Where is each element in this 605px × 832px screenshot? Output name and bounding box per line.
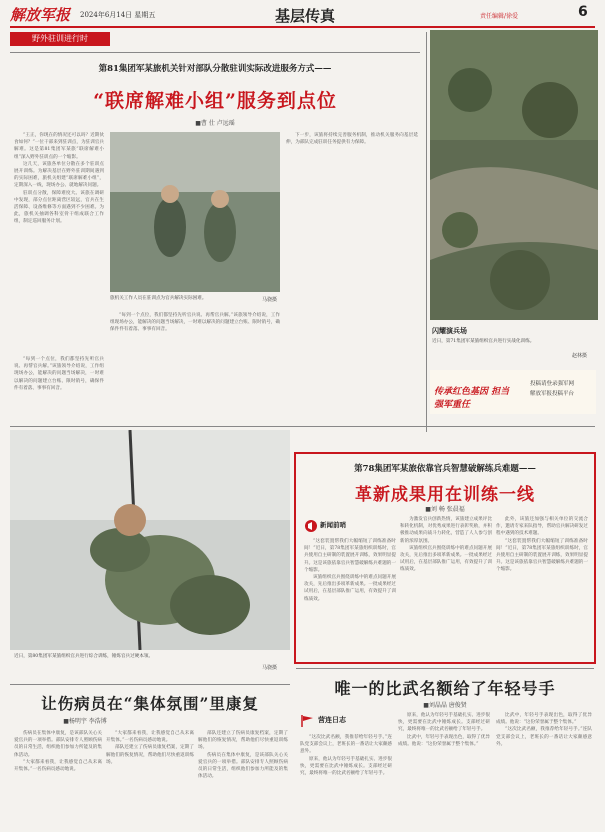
banner — [430, 370, 596, 414]
article4-body-col3 — [198, 730, 288, 826]
paper-name: 解放军报 — [10, 6, 71, 24]
paragraph: “每到一个点位，我们都坚持先听官兵说、再帮官兵解。”该旅领导介绍说，工作组现场办公，能解决的问题当场解决，一时难以解决的问题建立台账、限时销号，确保件件有着落、事事有回音。 — [14, 357, 104, 391]
news-sentinel-badge — [304, 516, 348, 536]
article3-body-col3 — [496, 712, 592, 826]
article2-kicker: 第78集团军某旅依靠官兵智慧破解练兵难题—— — [354, 464, 536, 474]
article4-headline: 让伤病员在“集体氛围”里康复 — [41, 694, 259, 713]
right-photo-label: 闪耀演兵场 — [432, 327, 467, 335]
article1-body-col2 — [110, 312, 280, 412]
article3-body-col1 — [300, 734, 392, 826]
article1-photo-credit: 马骁摄 — [262, 297, 278, 303]
paragraph: 部队还建立了伤病员康复档案，定期了解他们的恢复情况，帮助他们尽快重返训练场。 — [106, 745, 194, 765]
article2-headline: 革新成果用在训练一线 — [355, 485, 535, 505]
masthead — [10, 4, 595, 28]
paragraph: 伤病员在集体中康复，是该部队关心关爱官兵的一项举措。部队安排专人照顾伤病员的日常生活，组织他们参加力所能及的集体活动。 — [14, 731, 102, 758]
banner-line-2: 解放军报投稿平台 — [530, 391, 575, 397]
right-photo-caption: 近日，第71集团军某旅组织官兵进行实战化训练。 — [432, 339, 535, 344]
divider — [296, 668, 594, 669]
aerial-forest-image — [430, 30, 598, 320]
article2-byline: ■刘 畅 张晨福 — [425, 506, 465, 513]
article1-photo-caption: 旅机关工作人员在驻训点为官兵解决实际困难。 — [110, 296, 207, 301]
divider — [10, 684, 290, 685]
news-sentinel-label: 新闻前哨 — [320, 521, 346, 529]
paragraph: 此外，该旅还加强与相关单位的交流合作，邀请专家来队指导，帮助官兵解决研发过程中遇到的技术难题。 — [496, 517, 588, 537]
article4-body-col2 — [106, 730, 194, 826]
paragraph: 驻训点分散，保障难度大。该旅在调研中发现，部分点位距离营区较远，官兵在生活保障、设备维修等方面遇到不少困难。为此，旅机关抽调各科室骨干组成联合工作组，制定巡回服务计划。 — [14, 190, 104, 225]
megaphone-icon — [304, 519, 318, 533]
article1-body-col1b — [14, 356, 104, 412]
paragraph: 原来，他认为年轻号手基础扎实、进步很快，更需要在比武中锤炼成长。支部经过研究，最终将唯一的比武名额给了年轻号手。 — [398, 713, 490, 733]
paragraph: “这次比武名额，我推荐给年轻号手。”连队党支部会议上，老班长的一番话让大家颇感意外。 — [300, 735, 392, 755]
paragraph: “大家都来看我，让我感觉自己从未离开集体。”一名伤病员感动地说。 — [14, 759, 102, 773]
paragraph: 这几天，该旅各单位分散在多个驻训点展开训练。为解决基层在野外驻训期间遇到的实际困难，旅机关组建“联席解难小组”，定期深入一线，现场办公、就地解决问题。 — [14, 161, 104, 189]
banner-line-1: 投稿请登录强军网 — [530, 381, 575, 387]
paragraph: 原来，他认为年轻号手基础扎实、进步很快，更需要在比武中锤炼成长。支部经过研究，最终将唯一的比武名额给了年轻号手。 — [300, 756, 392, 777]
article3-byline: ■刘晶晶 唐俊贤 — [423, 702, 467, 709]
article1-body-col3 — [286, 132, 418, 412]
publication-date: 2024年6月14日 星期五 — [80, 11, 156, 19]
editor-credit: 责任编辑/徐爱 — [480, 13, 519, 20]
company-log-label: 营连日志 — [318, 716, 346, 724]
article4-byline: ■杨明宇 李浩博 — [63, 718, 107, 725]
article1-body-col1 — [14, 132, 104, 350]
right-photo — [430, 30, 598, 320]
divider — [10, 52, 420, 53]
paragraph: 为激发官兵创新热情，该旅建立成果评比和转化机制，对优秀成果进行表彰奖励，并积极推动成果向战斗力转化，营造了人人参与创新的浓厚氛围。 — [400, 517, 492, 544]
article2-box — [294, 452, 596, 664]
paragraph: “王正，你现在的情况还可以吗？近期伙食如何？”一位干部来到驻训点，为驻训官兵解难。这是第81集团军某旅“联席解难小组”深入野外驻训点的一个缩影。 — [14, 133, 104, 160]
flag-icon — [300, 714, 316, 728]
paragraph: “这套装置帮我们大幅缩短了训练准备时间！”近日，第78集团军某旅组织训练时，官兵使用自主研制的装置展开训练，效果明显提升。这是该旅依靠官兵智慧破解练兵难题的一个缩影。 — [304, 539, 396, 573]
article4-body-col1 — [14, 730, 102, 826]
paragraph: 比武中，年轻号手表现出色，取得了优异成绩。他说：“这份荣誉属于整个集体。” — [496, 713, 592, 726]
paragraph: “这套装置帮我们大幅缩短了训练准备时间！”近日，第78集团军某旅组织训练时，官兵使用自主研制的装置展开训练，效果明显提升。这是该旅依靠官兵智慧破解练兵难题的一个缩影。 — [496, 538, 588, 573]
company-log-badge — [300, 712, 380, 732]
paragraph: 该旅组织官兵围绕训练中的难点问题开展攻关，先后推出多项革新成果。一批成果经过试用后，在基层部队推广运用，有效提升了训练质效。 — [400, 545, 492, 573]
article2-body-col3 — [496, 516, 588, 656]
big-photo — [10, 430, 290, 650]
article3-headline: 唯一的比武名额给了年轻号手 — [334, 679, 556, 698]
page-number: 6 — [578, 4, 588, 20]
paragraph: 伤病员在集体中康复，是该部队关心关爱官兵的一项举措。部队安排专人照顾伤病员的日常生活，组织他们参加力所能及的集体活动。 — [198, 752, 288, 780]
banner-slogan: 传承红色基因 担当强军重任 — [434, 387, 510, 410]
article1-byline: ■曹 仕 卢远瑶 — [195, 120, 235, 127]
article1-photo — [110, 132, 280, 292]
paragraph: “大家都来看我，让我感觉自己从未离开集体。”一名伤病员感动地说。 — [106, 731, 194, 744]
photo-soldiers-image — [110, 132, 280, 292]
article2-body-col2 — [400, 516, 492, 656]
column-tag: 野外驻训进行时 — [10, 32, 110, 46]
paragraph: 部队还建立了伤病员康复档案，定期了解他们的恢复情况，帮助他们尽快重返训练场。 — [198, 731, 288, 751]
section-title: 基层传真 — [275, 7, 336, 25]
paragraph: 比武中，年轻号手表现出色，取得了优异成绩。他说：“这份荣誉属于整个集体。” — [398, 734, 490, 747]
vertical-divider — [426, 32, 427, 432]
paragraph: 该旅组织官兵围绕训练中的难点问题开展攻关，先后推出多项革新成果。一批成果经过试用后，在基层部队推广运用，有效提升了训练质效。 — [304, 575, 396, 602]
rope-training-image — [10, 430, 290, 650]
paragraph: “每到一个点位，我们都坚持先听官兵说、再帮官兵解。”该旅领导介绍说，工作组现场办公，能解决的问题当场解决，一时难以解决的问题建立台账、限时销号，确保件件有着落、事事有回音。 — [110, 313, 280, 333]
article1-headline: “联席解难小组”服务到点位 — [93, 90, 337, 112]
article2-body-col1 — [304, 538, 396, 656]
article1-kicker: 第81集团军某旅机关针对部队分散驻训实际改进服务方式—— — [98, 64, 332, 74]
right-photo-credit: 赵林摄 — [572, 353, 588, 359]
paragraph: “这次比武名额，我推荐给年轻号手。”连队党支部会议上，老班长的一番话让大家颇感意外。 — [496, 727, 592, 747]
big-photo-caption: 近日，第80集团军某旅组织官兵进行综合训练，锤炼官兵过硬本领。 — [14, 654, 154, 659]
article3-body-col2 — [398, 712, 490, 826]
big-photo-credit: 马骁摄 — [262, 665, 278, 671]
paragraph: 下一步，该旅将持续完善服务机制，推动机关服务向基层延伸，为部队完成驻训任务提供有力保障。 — [286, 133, 418, 146]
divider — [10, 426, 595, 427]
